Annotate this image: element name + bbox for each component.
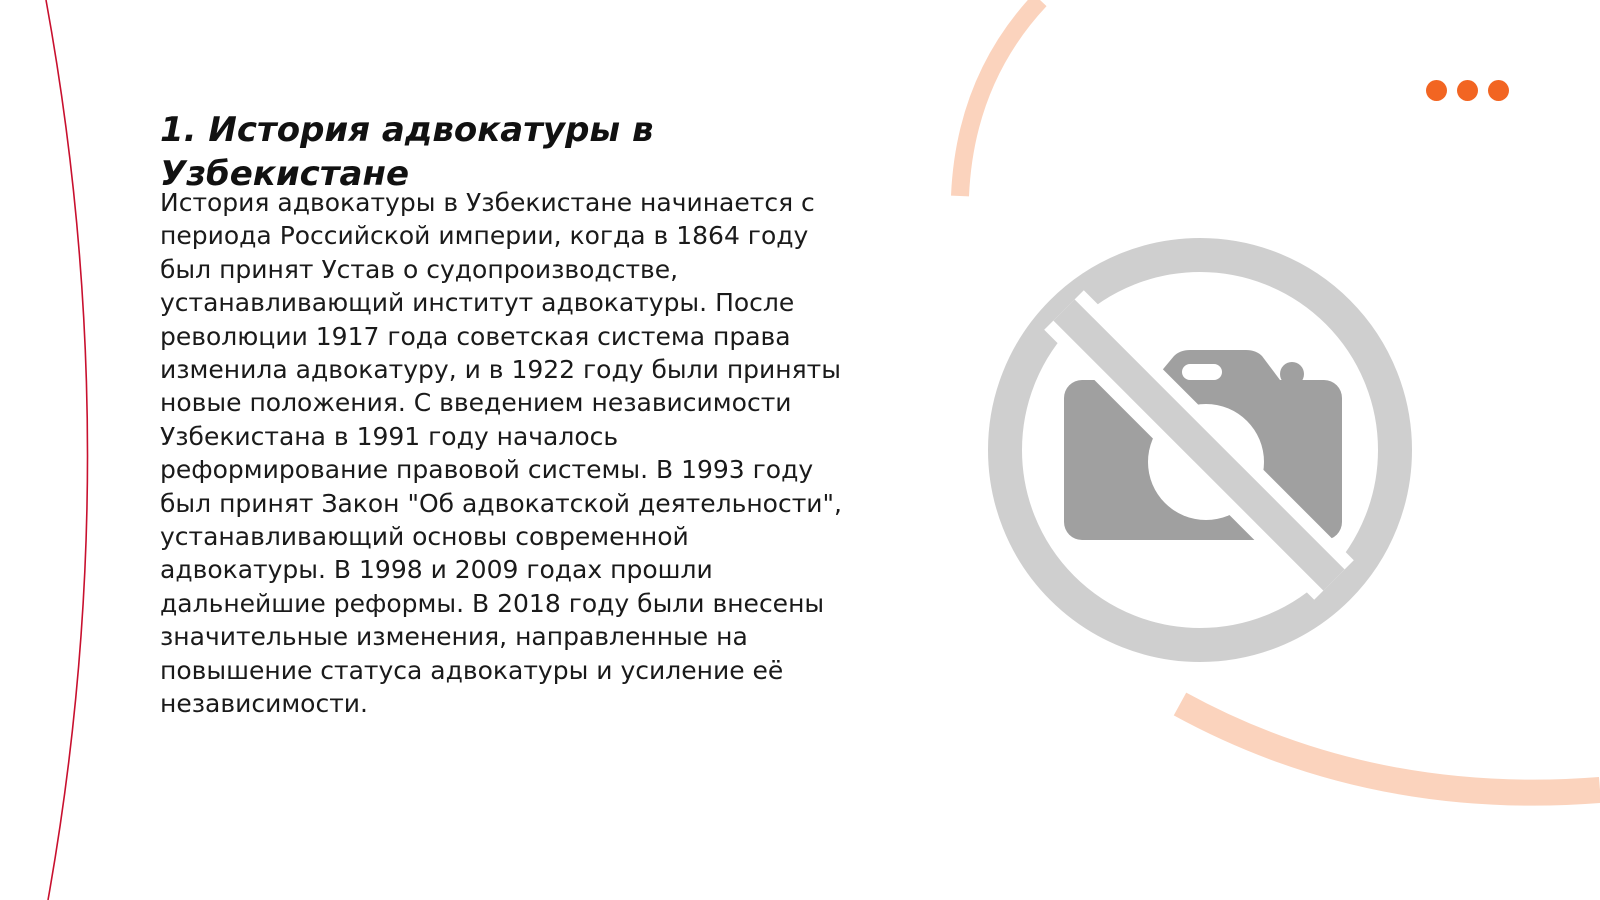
dot-2 — [1457, 80, 1478, 101]
left-curve-decoration — [46, 0, 88, 900]
menu-dots-decoration — [1426, 80, 1516, 102]
dot-3 — [1488, 80, 1509, 101]
page-title: 1. История адвокатуры в Узбекистане — [160, 110, 654, 194]
no-photo-icon — [984, 234, 1416, 666]
top-orange-arc — [960, 0, 1040, 196]
body-paragraph: История адвокатуры в Узбекистане начинается с периода Российской империи, когда в 1864 году был принят Устав о судопроизводстве, устанавливающий институт адвокатуры. После революции 1917 года советская система права изменила адвокатуру, и в 1922 году были приняты новые положения. С введением независимости Узбекистана в 1991 году началось реформирование правовой системы. В 1993 году был принят Закон "Об адвокатской деятельности", устанавливающий основы современной адвокатуры. В 1998 и 2009 годах прошли дальнейшие реформы. В 2018 году были внесены значительные изменения, направленные на повышение статуса адвокатуры и усиление её независимости. — [160, 188, 842, 719]
dot-1 — [1426, 80, 1447, 101]
bottom-orange-arc — [1180, 704, 1600, 793]
